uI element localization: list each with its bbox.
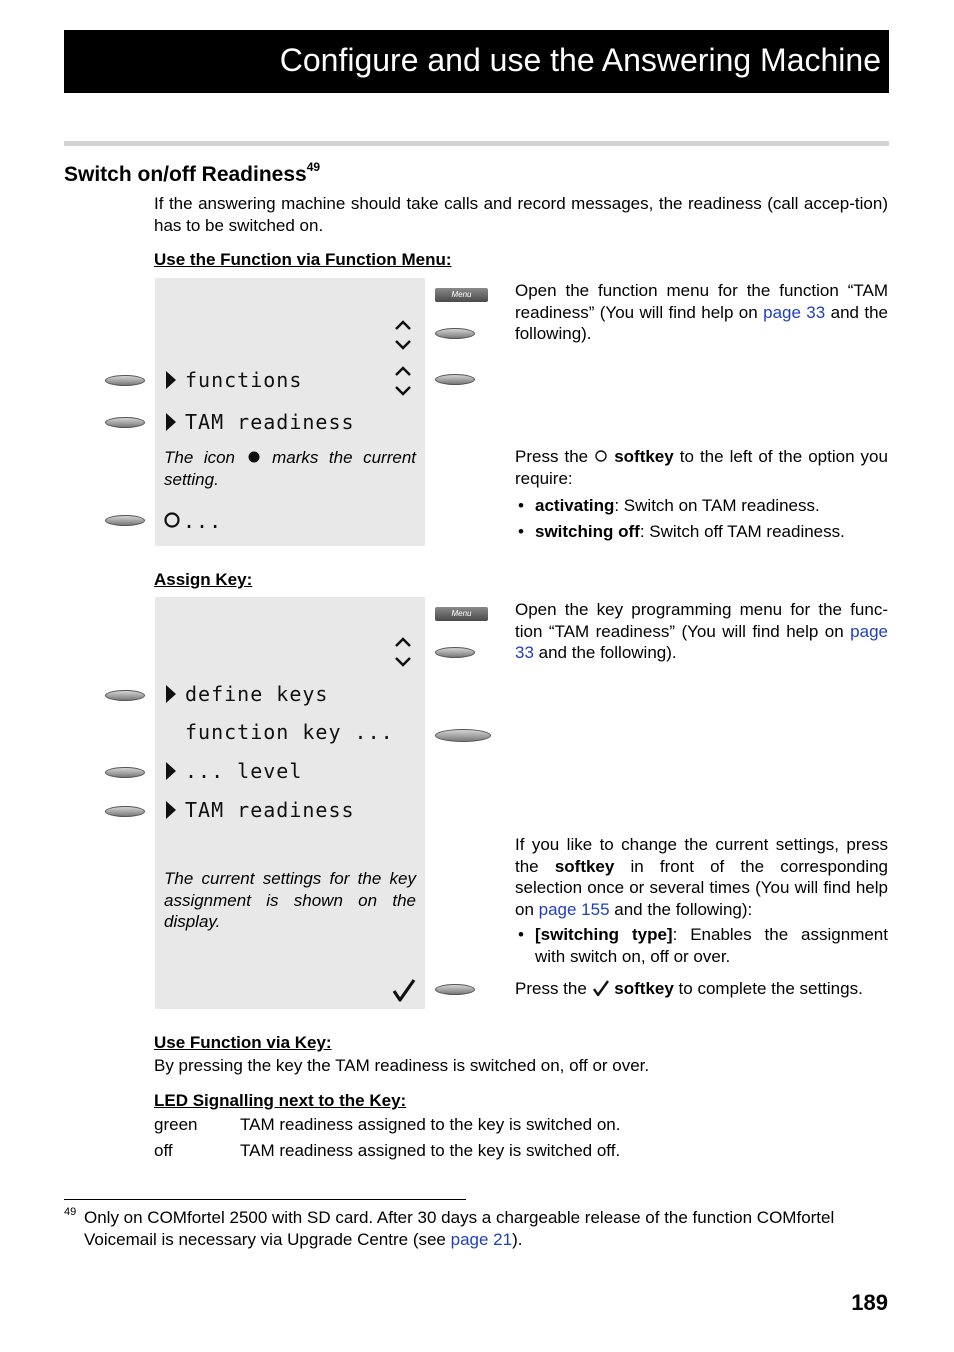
function-key[interactable]	[435, 729, 491, 742]
use-via-key-heading: Use Function via Key:	[154, 1033, 332, 1052]
selection-triangle-icon	[166, 762, 176, 780]
footnote-number: 49	[64, 1206, 77, 1218]
display-line-tam-readiness: TAM readiness	[185, 798, 355, 822]
selection-triangle-icon	[166, 685, 176, 703]
led-state-green: green	[154, 1115, 198, 1134]
display-line-option: ...	[183, 509, 223, 533]
chapter-header	[64, 30, 889, 93]
confirm-softkey[interactable]	[435, 984, 475, 995]
led-state-off: off	[154, 1141, 173, 1160]
page-number: 189	[851, 1290, 888, 1315]
display-note: The icon marks the current setting.	[164, 448, 416, 489]
assign-key-step-2: If you like to change the current settings, press the softkey in front of the corresponding selection once or several times (You will find help on page 155 and the following):	[515, 835, 888, 919]
selection-triangle-icon	[166, 413, 176, 431]
list-item: • [switching type]: Enables the assignment with switch on, off or over.	[515, 924, 888, 967]
section-title: Switch on/off Readiness$^{49}$	[64, 160, 321, 186]
function-menu-heading: Use the Function via Function Menu:	[154, 250, 452, 269]
display-note: The current settings for the key assignment is shown on the display.	[164, 869, 416, 931]
display-line-function-key: function key ...	[185, 720, 394, 744]
scroll-arrows-icon	[393, 318, 413, 352]
led-heading: LED Signalling next to the Key:	[154, 1091, 407, 1110]
filled-circle-icon	[246, 450, 262, 464]
checkmark-icon	[592, 979, 610, 997]
phone-display-assign-key	[155, 597, 425, 1009]
section-intro: If the answering machine should take calls and record messages, the readiness (call accep-tion) has to be switched on.	[154, 194, 888, 235]
scroll-arrows-icon	[393, 635, 413, 669]
left-softkey-1[interactable]	[105, 375, 145, 386]
footnote-text: Only on COMfortel 2500 with SD card. After 30 days a chargeable release of the function COMfortel Voicemail is necessary via Upgrade Centre (see page 21).	[84, 1208, 835, 1249]
assign-key-bullets	[515, 924, 888, 967]
display-line-level: ... level	[185, 759, 303, 783]
selection-triangle-icon	[166, 801, 176, 819]
function-menu-step-1: Open the function menu for the function “TAM readiness” (You will find help on page 33 and the following).	[515, 281, 888, 343]
left-softkey-2[interactable]	[105, 417, 145, 428]
right-scroll-key[interactable]	[435, 647, 475, 658]
right-scroll-key-1[interactable]	[435, 328, 475, 339]
selection-triangle-icon	[166, 371, 176, 389]
led-desc-green: TAM readiness assigned to the key is switched on.	[240, 1115, 621, 1134]
checkmark-icon	[391, 977, 417, 1003]
link-page-155[interactable]: page 155	[538, 899, 610, 919]
left-softkey-1[interactable]	[105, 690, 145, 701]
assign-key-step-3: Press the softkey to complete the settings.	[515, 979, 863, 998]
display-line-define-keys: define keys	[185, 682, 329, 706]
left-softkey-3[interactable]	[105, 806, 145, 817]
scroll-arrows-icon	[393, 364, 413, 398]
led-desc-off: TAM readiness assigned to the key is switched off.	[240, 1141, 621, 1160]
display-line-tam-readiness: TAM readiness	[185, 410, 355, 434]
function-menu-step-2: Press the softkey to the left of the option you require:	[515, 447, 888, 488]
assign-key-step-1: Open the key programming menu for the func-tion “TAM readiness” (You will find help on page 33 and the following).	[515, 600, 888, 662]
menu-key[interactable]: Menu	[435, 288, 488, 302]
link-page-33[interactable]: page 33	[763, 302, 826, 322]
display-line-functions: functions	[185, 368, 303, 392]
left-softkey-2[interactable]	[105, 767, 145, 778]
list-item: • switching off: Switch off TAM readiness.	[515, 521, 888, 543]
link-page-21[interactable]: page 21	[450, 1229, 513, 1249]
chapter-title: Configure and use the Answering Machine	[279, 42, 881, 78]
list-item: • activating: Switch on TAM readiness.	[515, 495, 888, 517]
menu-key[interactable]: Menu	[435, 607, 488, 621]
function-menu-bullets	[515, 495, 888, 542]
section-rule	[64, 141, 889, 146]
assign-key-heading: Assign Key:	[154, 570, 253, 589]
use-via-key-text: By pressing the key the TAM readiness is switched on, off or over.	[154, 1056, 650, 1075]
footnote-rule	[64, 1199, 466, 1200]
footnote-ref[interactable]: 49	[306, 160, 321, 174]
empty-circle-icon	[163, 511, 181, 529]
link-page-33[interactable]: page 33	[515, 621, 888, 662]
phone-display-function-menu	[155, 278, 425, 546]
empty-circle-icon	[594, 449, 608, 463]
left-softkey-3[interactable]	[105, 515, 145, 526]
right-scroll-key-2[interactable]	[435, 374, 475, 385]
